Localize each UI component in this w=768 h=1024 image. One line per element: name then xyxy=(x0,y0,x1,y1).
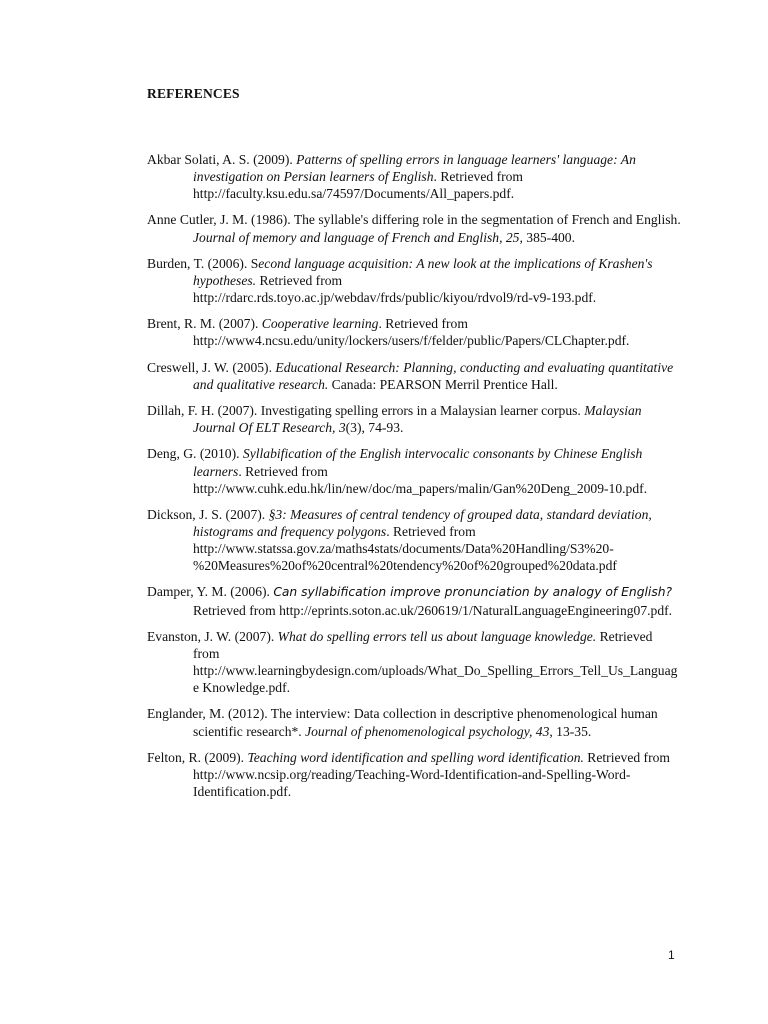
reference-entry: Burden, T. (2006). Second language acquisition: A new look at the implications of Krashen's hypotheses. Retrieved from http://rdarc.rds.toyo.ac.jp/webdav/frds/public/kiyou/rdvol9/rd-v9-193.pdf. xyxy=(147,255,653,306)
page-number: 1 xyxy=(668,948,675,962)
reference-entry: Englander, M. (2012). The interview: Data collection in descriptive phenomenological human scientific research*. Journal of phenomenological psychology, 43, 13-35. xyxy=(147,706,658,739)
reference-entry: Felton, R. (2009). Teaching word identification and spelling word identification. Retrieved from http://www.ncsip.org/reading/Teaching-Word-Identification-and-Spelling-Word-Identification.pdf. xyxy=(147,749,670,799)
reference-entry: Akbar Solati, A. S. (2009). Patterns of spelling errors in language learners' language: An investigation on Persian learners of English. Retrieved from http://faculty.ksu.edu.sa/74597/Documents/All_papers.pdf. xyxy=(147,152,636,202)
page-title: REFERENCES xyxy=(147,86,240,101)
reference-entry: Creswell, J. W. (2005). Educational Research: Planning, conducting and evaluating quantitative and qualitative research. Canada: PEARSON Merril Prentice Hall. xyxy=(147,359,674,392)
reference-entry: Dillah, F. H. (2007). Investigating spelling errors in a Malaysian learner corpus. Malaysian Journal Of ELT Research, 3(3), 74-93. xyxy=(147,403,642,436)
reference-entry: Evanston, J. W. (2007). What do spelling errors tell us about language knowledge. Retrieved from http://www.learningbydesign.com/uploads/What_Do_Spelling_Errors_Tell_Us_Language Knowledge.pdf. xyxy=(147,628,678,696)
reference-entry: Brent, R. M. (2007). Cooperative learning. Retrieved from http://www4.ncsu.edu/unity/lockers/users/f/felder/public/Papers/CLChapter.pdf. xyxy=(147,316,630,349)
reference-entry: Damper, Y. M. (2006). Can syllabification improve pronunciation by analogy of English? Retrieved from http://eprints.soton.ac.uk/260619/1/NaturalLanguageEngineering07.pdf. xyxy=(147,584,673,618)
reference-entry: Deng, G. (2010). Syllabification of the English intervocalic consonants by Chinese English learners. Retrieved from http://www.cuhk.edu.hk/lin/new/doc/ma_papers/malin/Gan%20Deng_2009-10.pdf. xyxy=(147,446,648,496)
reference-list xyxy=(147,151,682,809)
reference-entry: Anne Cutler, J. M. (1986). The syllable's differing role in the segmentation of French and English. Journal of memory and language of French and English, 25, 385-400. xyxy=(147,212,681,245)
reference-entry: Dickson, J. S. (2007). §3: Measures of central tendency of grouped data, standard deviation, histograms and frequency polygons. Retrieved from http://www.statssa.gov.za/maths4stats/documents/Data%20Handling/S3%20-%20Measures%20of%20central%20tendency%20of%20grouped%20data.pdf xyxy=(147,506,652,574)
